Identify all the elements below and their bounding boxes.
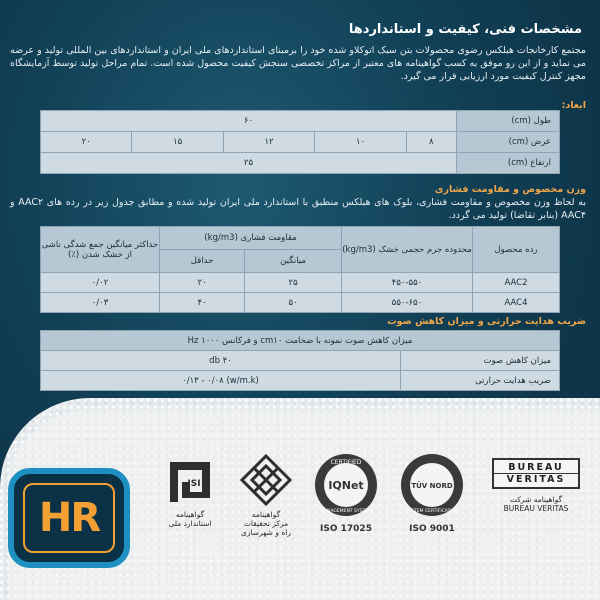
iso9001-caption: ISO 9001	[409, 524, 455, 534]
page-title: مشخصات فنی، کیفیت و استانداردها	[348, 22, 582, 37]
isiri-certificate	[150, 452, 230, 528]
hr-logo-text: HR	[38, 495, 100, 541]
col-strength: مقاومت فشاری (kg/m3)	[160, 227, 342, 250]
hr-logo	[8, 468, 130, 568]
width-label: عرض (cm)	[457, 132, 560, 153]
intro-paragraph: مجتمع کارخانجات هبلکس رضوی محصولات بتن سبک اتوکلاو شده خود را برمبنای استانداردهای ملی ایران و استانداردهای بین المللی تولید و عرضه می نماید و از این رو موفق به کسب گواهینامه های معتبر از مراکز تخصصی سنجش کیفیت محصول شده است. تمام مراحل تولید توسط آزمایشگاه مجهز کنترل کیفیت مورد ارزیابی قرار می گیرد.	[9, 45, 586, 82]
table-row	[41, 132, 560, 153]
table-row	[41, 371, 560, 391]
sound-label: میزان کاهش صوت	[401, 351, 560, 371]
width-value: ۱۲	[223, 132, 314, 153]
tuv-ring-text: SYSTEM CERTIFICATION	[405, 509, 459, 514]
tuv-seal-icon	[399, 452, 465, 518]
width-value: ۱۰	[315, 132, 406, 153]
cell: ۵۰	[245, 293, 342, 313]
bhrc-certificate	[226, 452, 306, 537]
width-value: ۲۰	[41, 132, 132, 153]
bhrc-caption-line: گواهینامه	[251, 510, 281, 519]
density-table	[40, 226, 560, 313]
cell: ۴۵۰-۵۵۰	[342, 273, 473, 293]
cell: ۰/۰۲	[41, 273, 160, 293]
height-value: ۲۵	[41, 153, 457, 174]
bureau-veritas-certificate	[484, 452, 588, 513]
svg-text:ISI: ISI	[187, 479, 201, 489]
height-label: ارتفاع (cm)	[457, 153, 560, 174]
bv-line: VERITAS	[494, 473, 578, 485]
col-class: رده محصول	[473, 227, 560, 273]
isiri-caption-line: استاندارد ملی	[168, 519, 212, 528]
isiri-caption	[150, 510, 230, 528]
width-value: ۸	[406, 132, 456, 153]
iso17025-caption: ISO 17025	[320, 524, 372, 534]
table-row	[41, 293, 560, 313]
cell: ۰/۰۳	[41, 293, 160, 313]
length-value: ۶۰	[41, 111, 457, 132]
bv-caption: BUREAU VERITAS	[503, 504, 569, 513]
col-avg: میانگین	[245, 250, 342, 273]
bv-line: BUREAU	[508, 462, 564, 473]
isiri-caption-line: گواهینامه	[175, 510, 205, 519]
col-min: حداقل	[160, 250, 245, 273]
cell: AAC4	[473, 293, 560, 313]
iqnet-certificate	[306, 452, 386, 534]
dimensions-heading: ابعاد:	[561, 100, 586, 111]
cell: ۲۵	[245, 273, 342, 293]
tuv-certificate	[392, 452, 472, 534]
iqnet-seal-icon	[313, 452, 379, 518]
table-row	[41, 153, 560, 174]
cell: ۲۰	[160, 273, 245, 293]
density-paragraph: به لحاظ وزن مخصوص و مقاومت فشاری، بلوک های هبلکس منطبق با استاندارد ملی ایران تولید شده و مطابق جدول زیر در رده های AAC۲ و AAC۴ (بنابر تقاضا) تولید می گردد.	[10, 197, 586, 221]
thermal-header: میزان کاهش صوت نمونه با ضخامت cm۱۰ و فرکانس Hz ۱۰۰۰	[41, 331, 560, 351]
tuv-name-text: TÜV NORD	[411, 482, 453, 490]
thermal-table	[40, 330, 560, 391]
table-row	[41, 331, 560, 351]
iqnet-name-text: IQNet	[328, 479, 364, 492]
width-value: ۱۵	[132, 132, 223, 153]
bhrc-caption-line: مرکز تحقیقات	[243, 519, 289, 528]
col-shrink: حداکثر میانگین جمع شدگی ناشی از خشک شدن (٪)	[41, 227, 160, 273]
bhrc-diamond-icon	[238, 452, 294, 508]
iqnet-top-text: CERTIFIED	[330, 459, 362, 466]
table-row	[41, 111, 560, 132]
cell: ۵۵۰-۶۵۰	[342, 293, 473, 313]
cell: ۴۰	[160, 293, 245, 313]
bhrc-caption-line: راه و شهرسازی	[241, 528, 291, 537]
table-row	[41, 351, 560, 371]
length-label: طول (cm)	[457, 111, 560, 132]
hr-logo-frame	[23, 483, 115, 553]
density-heading: وزن مخصوص و مقاومت فشاری	[434, 184, 586, 195]
table-row	[41, 273, 560, 293]
isiri-standard-icon	[162, 452, 218, 508]
col-density: محدوده جرم حجمی خشک (kg/m3)	[342, 227, 473, 273]
bv-caption: گواهینامه شرکت	[509, 495, 563, 504]
iqnet-ring-text: MANAGEMENT SYSTEM	[320, 509, 372, 514]
sound-value: ۴۰ db	[41, 351, 401, 371]
dimensions-table	[40, 110, 560, 174]
bhrc-caption	[226, 510, 306, 537]
conductivity-value: (w/m.k) ۰/۱۳ - ۰/۰۸	[41, 371, 401, 391]
conductivity-label: ضریب هدایت حرارتی	[401, 371, 560, 391]
thermal-heading: ضریب هدایت حرارتی و میزان کاهش صوت	[387, 316, 586, 327]
table-header-row	[41, 227, 560, 250]
bureau-veritas-logo	[492, 458, 580, 489]
cell: AAC2	[473, 273, 560, 293]
